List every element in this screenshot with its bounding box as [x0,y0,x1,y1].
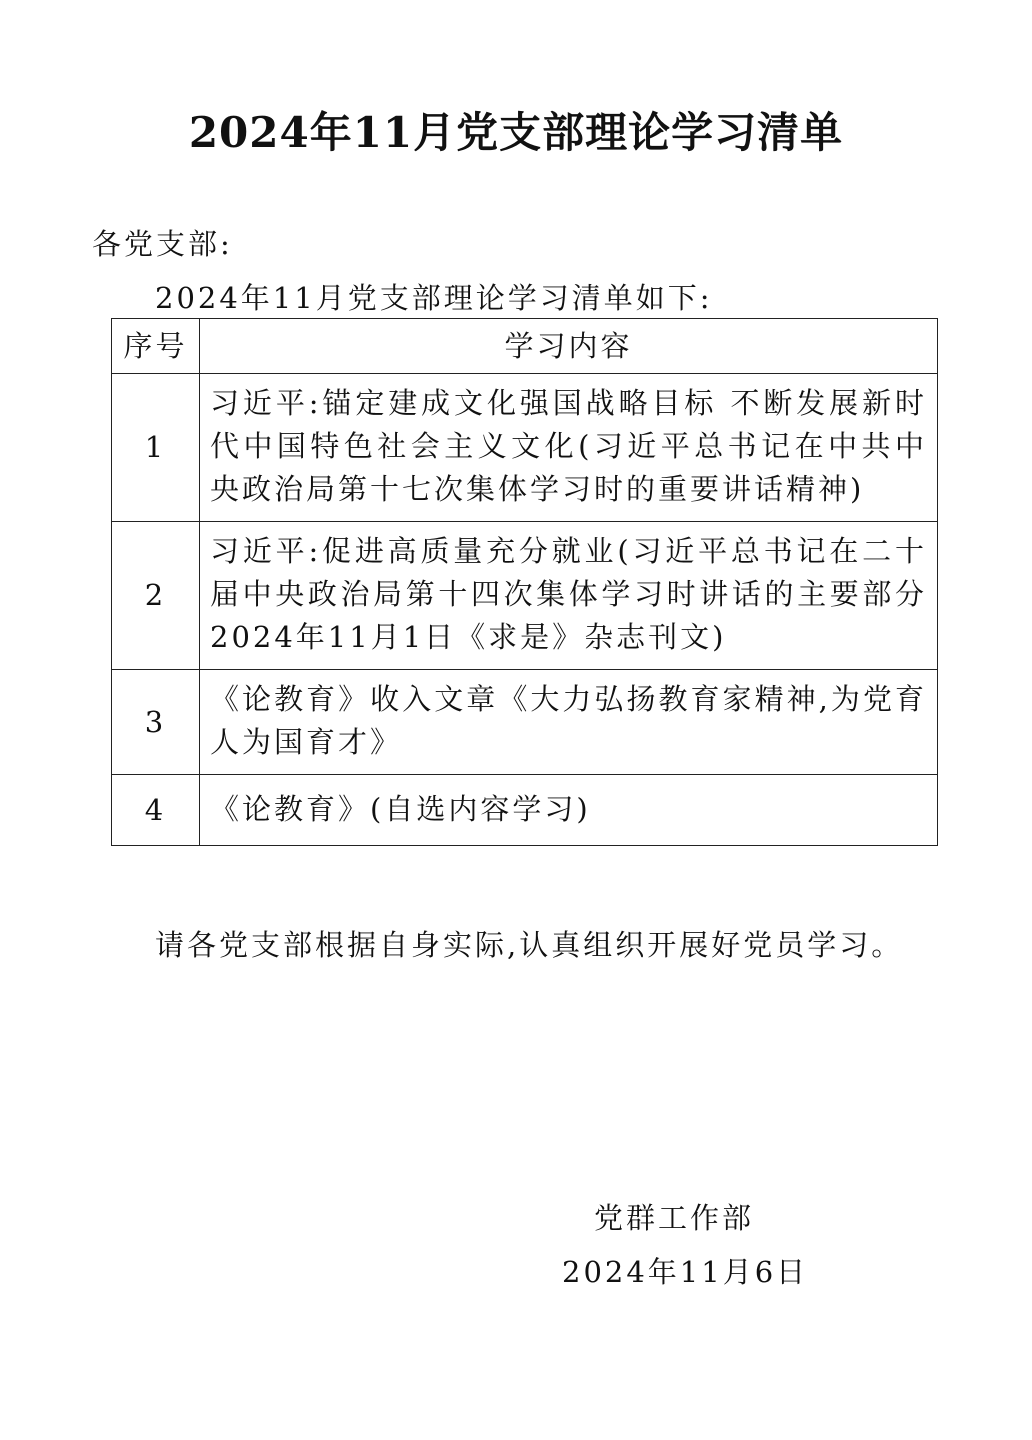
row-number: 4 [112,775,200,846]
row-content: 《论教育》(自选内容学习) [200,775,938,846]
table-row [112,775,938,846]
table-row [112,670,938,775]
header-number: 序号 [112,319,200,374]
document-title: 2024年11月党支部理论学习清单 [188,108,844,157]
closing-text: 请各党支部根据自身实际,认真组织开展好党员学习。 [155,928,904,962]
row-content: 习近平:锚定建成文化强国战略目标 不断发展新时代中国特色社会主义文化(习近平总书记在中共中央政治局第十七次集体学习时的重要讲话精神) [200,374,938,522]
intro-text: 2024年11月党支部理论学习清单如下: [155,281,713,315]
row-number: 3 [112,670,200,775]
row-number: 2 [112,522,200,670]
row-content: 《论教育》收入文章《大力弘扬教育家精神,为党育人为国育才》 [200,670,938,775]
header-content: 学习内容 [200,319,938,374]
study-list-table [111,318,938,846]
row-content: 习近平:促进高质量充分就业(习近平总书记在二十届中央政治局第十四次集体学习时讲话的主要部分 2024年11月1日《求是》杂志刊文) [200,522,938,670]
signature-date: 2024年11月6日 [562,1255,809,1289]
signature-org: 党群工作部 [594,1201,755,1235]
table-row [112,522,938,670]
table-header-row [112,319,938,374]
table-row [112,374,938,522]
salutation: 各党支部: [92,227,233,261]
row-number: 1 [112,374,200,522]
